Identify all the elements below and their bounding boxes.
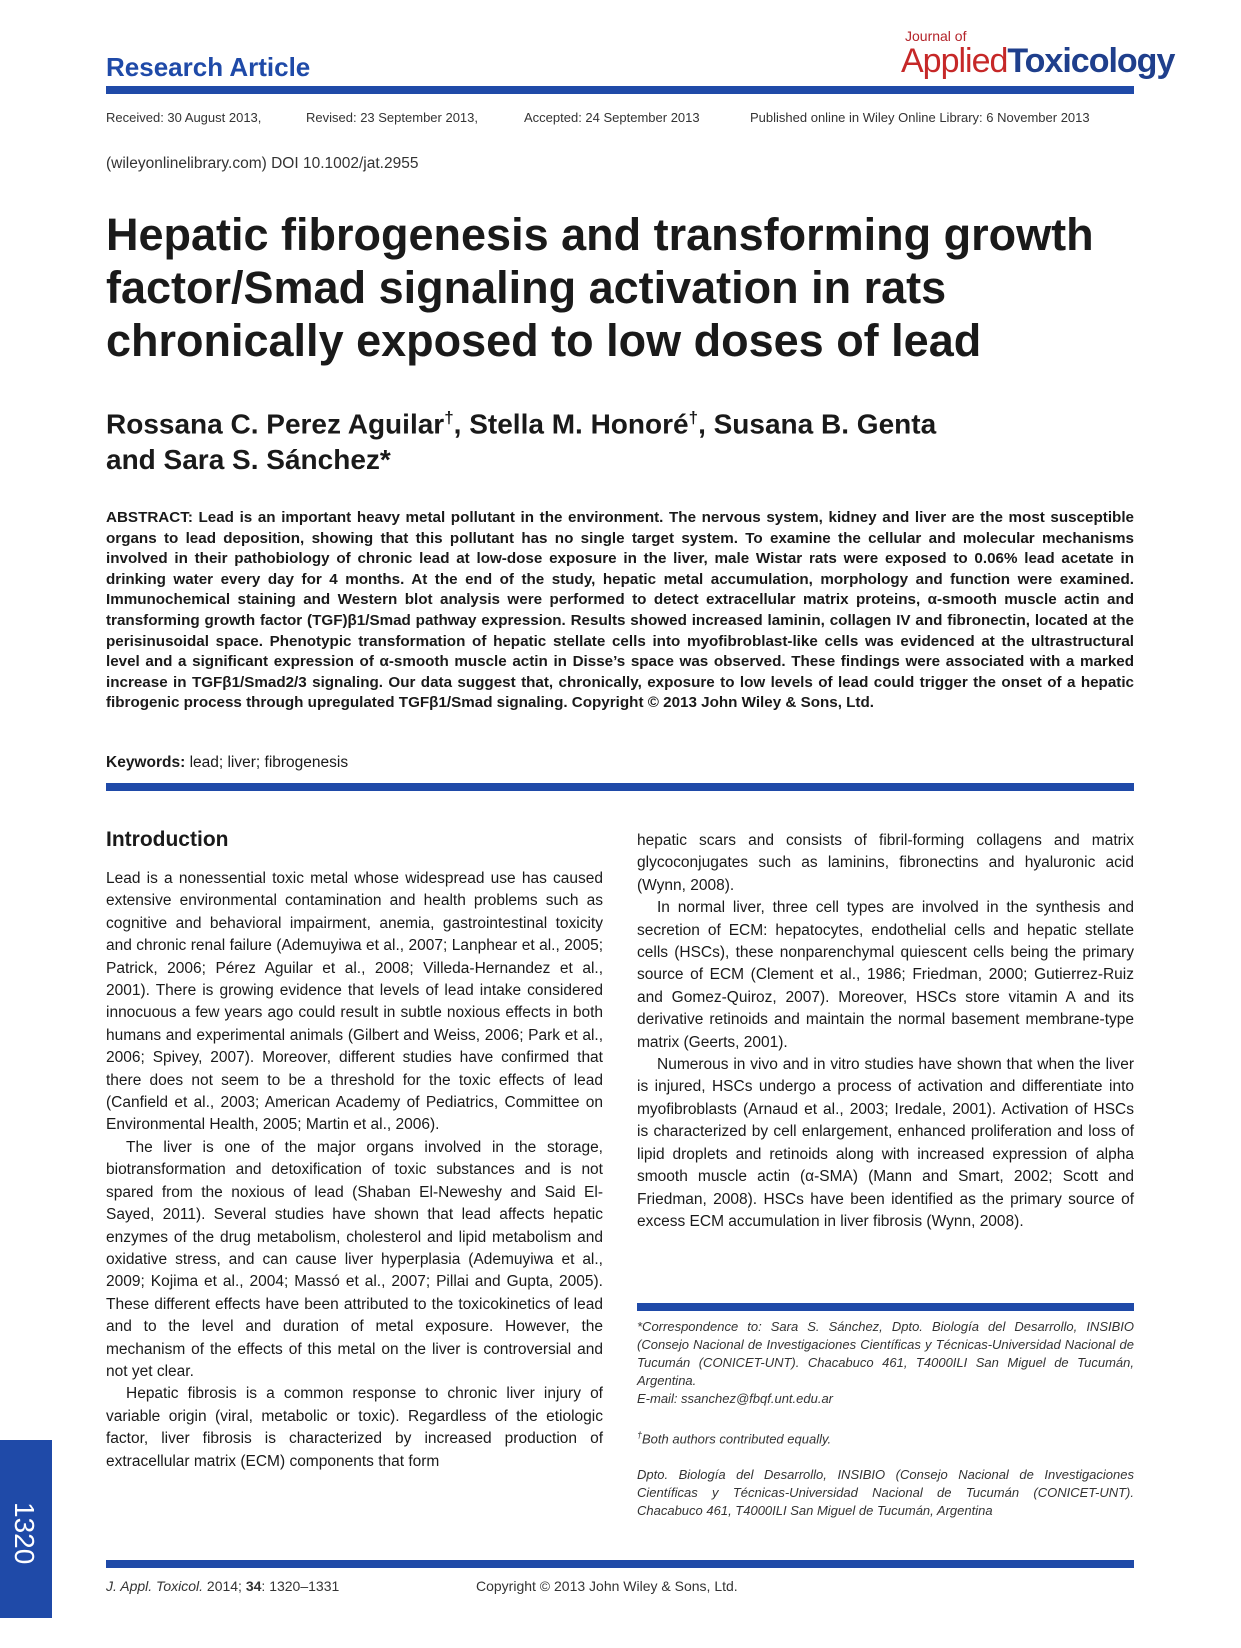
author-separator: , — [698, 408, 714, 440]
footnote-rule — [637, 1303, 1134, 1311]
author-1: Rossana C. Perez Aguilar — [106, 408, 445, 440]
dagger-mark: † — [637, 1430, 643, 1440]
author-1-mark: † — [444, 408, 454, 427]
published-date: Published online in Wiley Online Library: 6 November 2013 — [750, 110, 1090, 125]
correspondence-email: E-mail: ssanchez@fbqf.unt.edu.ar — [637, 1391, 834, 1406]
body-paragraph: Hepatic fibrosis is a common response to chronic liver injury of variable origin (viral, metabolic or toxic). Regardless of the etiologic factor, liver fibrosis is characterized by increased production of extracellular matrix (ECM) components that form — [106, 1385, 603, 1470]
body-paragraph: hepatic scars and consists of fibril-forming collagens and matrix glycoconjugates such as laminins, fibronectins and hyaluronic acid (Wynn, 2008). — [637, 832, 1134, 894]
correspondence-note: *Correspondence to: Sara S. Sánchez, Dpto. Biología del Desarrollo, INSIBIO (Consejo Nacional de Investigaciones Científicas y Técnicas-Universidad Nacional de Tucumán (CONICET-UNT). Chacabuco 461, T4000ILI San Miguel de Tucumán, Argentina. — [637, 1319, 1134, 1388]
body-column-left — [106, 868, 603, 1473]
author-2-mark: † — [688, 408, 699, 427]
footer-copyright: Copyright © 2013 John Wiley & Sons, Ltd. — [476, 1578, 738, 1594]
page-number: 1320 — [9, 1502, 40, 1565]
body-paragraph: The liver is one of the major organs involved in the storage, biotransformation and detoxification of toxic substances and is not spared from the noxious of lead (Shaban El-Neweshy and Said El-Sayed, 2011). Several studies have shown that lead affects hepatic enzymes of the drug metabolism, cholesterol and lipid metabolism and oxidative stress, and can cause liver hyperplasia (Ademuyiwa et al., 2009; Kojima et al., 2004; Massó et al., 2007; Pillai and Gupta, 2005). These different effects have been attributed to the toxicokinetics of lead and to the level and duration of metal exposure. However, the mechanism of the effects of this metal on the liver is controversial and not yet clear. — [106, 1138, 603, 1380]
abstract: ABSTRACT: Lead is an important heavy metal pollutant in the environment. The nervous system, kidney and liver are the most susceptible organs to lead deposition, showing that this pollutant has no single target system. To examine the cellular and molecular mechanisms involved in their pathobiology of chronic lead at low-dose exposure in the liver, male Wistar rats were exposed to 0.06% lead acetate in drinking water every day for 4 months. At the end of the study, hepatic metal accumulation, morphology and function were examined. Immunochemical staining and Western blot analysis were performed to detect extracellular matrix proteins, α-smooth muscle actin and transforming growth factor (TGF)β1/Smad pathway expression. Results showed increased laminin, collagen IV and fibronectin, located at the perisinusoidal space. Phenotypic transformation of hepatic stellate cells into myofibroblast-like cells was evidenced at the ultrastructural level and a significant expression of α-smooth muscle actin in Disse’s space was observed. These findings were associated with a marked increase in TGFβ1/Smad2/3 signaling. Our data suggest that, chronically, exposure to low levels of lead could trigger the onset of a hepatic fibrogenic process through upregulated TGFβ1/Smad signaling. Copyright © 2013 John Wiley & Sons, Ltd. — [106, 509, 1134, 712]
journal-logo-of: Journal of — [905, 28, 967, 44]
page-number-tab — [0, 1440, 52, 1618]
journal-logo-name — [901, 42, 1174, 81]
citation-year: 2014; — [206, 1578, 242, 1594]
keywords-label: Keywords: — [106, 754, 186, 771]
citation-journal: J. Appl. Toxicol. — [106, 1578, 204, 1594]
citation-pages: : 1320–1331 — [261, 1578, 340, 1594]
revised-date: Revised: 23 September 2013, — [306, 110, 478, 125]
footer-citation — [106, 1578, 339, 1594]
footnotes — [637, 1318, 1134, 1538]
body-paragraph: Lead is a nonessential toxic metal whose widespread use has caused extensive environmental contamination and health problems such as cognitive and behavioral impairment, anemia, gastrointestinal toxicity and chronic renal failure (Ademuyiwa et al., 2007; Lanphear et al., 2005; Patrick, 2006; Pérez Aguilar et al., 2008; Villeda-Hernandez et al., 2001). There is growing evidence that levels of lead intake considered innocuous a few years ago could result in subtle noxious effects in both humans and experimental animals (Gilbert and Weiss, 2006; Park et al., 2006; Spivey, 2007). Moreover, different studies have confirmed that there does not seem to be a threshold for the toxic effects of lead (Canfield et al., 2003; American Academy of Pediatrics, Committee on Environmental Health, 2005; Martin et al., 2006). — [106, 870, 603, 1134]
journal-logo — [901, 28, 1175, 84]
author-separator: , — [453, 408, 470, 440]
section-label: Research Article — [106, 52, 311, 82]
body-paragraph: In normal liver, three cell types are involved in the synthesis and secretion of ECM: hepatocytes, endothelial cells and hepatic stellate cells (HSCs), these nonparenchymal quiescent cells being the primary source of ECM (Clement et al., 1986; Friedman, 2000; Gutierrez-Ruiz and Gomez-Quiroz, 2007). Moreover, HSCs store vitamin A and its derivative retinoids and maintain the normal basement membrane-type matrix (Geerts, 2001). — [637, 899, 1134, 1051]
doi-line: (wileyonlinelibrary.com) DOI 10.1002/jat.2955 — [106, 155, 419, 172]
received-date: Received: 30 August 2013, — [106, 110, 262, 125]
header-rule — [106, 86, 1134, 94]
author-list — [106, 400, 1106, 478]
author-2: Stella M. Honoré — [469, 408, 689, 440]
citation-volume: 34 — [245, 1578, 262, 1594]
keywords — [106, 754, 348, 772]
equal-contribution-text: Both authors contributed equally. — [642, 1431, 832, 1447]
body-paragraph: Numerous in vivo and in vitro studies have shown that when the liver is injured, HSCs undergo a process of activation and differentiate into myofibroblasts (Arnaud et al., 2003; Iredale, 2001). Activation of HSCs is characterized by cell enlargement, enhanced proliferation and loss of lipid droplets and retinoids along with increased expression of alpha smooth muscle actin (α-SMA) (Mann and Smart, 2002; Scott and Friedman, 2008). HSCs have been identified as the primary source of excess ECM accumulation in liver fibrosis (Wynn, 2008). — [637, 1056, 1134, 1230]
author-3: Susana B. Genta — [713, 408, 937, 440]
keywords-list: lead; liver; fibrogenesis — [189, 754, 349, 771]
equal-contribution-note — [637, 1426, 1134, 1448]
journal-logo-applied: Applied — [901, 42, 1008, 80]
affiliation-note: Dpto. Biología del Desarrollo, INSIBIO (Consejo Nacional de Investigaciones Científicas y Técnicas-Universidad Nacional de Tucumán (CONICET-UNT). Chacabuco 461, T4000ILI San Miguel de Tucumán, Argentina — [637, 1467, 1134, 1519]
footer-rule — [106, 1560, 1134, 1568]
article-title: Hepatic fibrogenesis and transforming growth factor/Smad signaling activation in rats chronically exposed to low doses of lead — [106, 209, 1094, 366]
accepted-date: Accepted: 24 September 2013 — [524, 110, 700, 125]
abstract-rule — [106, 783, 1134, 791]
journal-logo-toxicology: Toxicology — [1007, 42, 1175, 80]
body-column-right — [637, 830, 1134, 1233]
author-line-2: and Sara S. Sánchez* — [106, 444, 391, 476]
section-heading-introduction: Introduction — [106, 828, 229, 851]
